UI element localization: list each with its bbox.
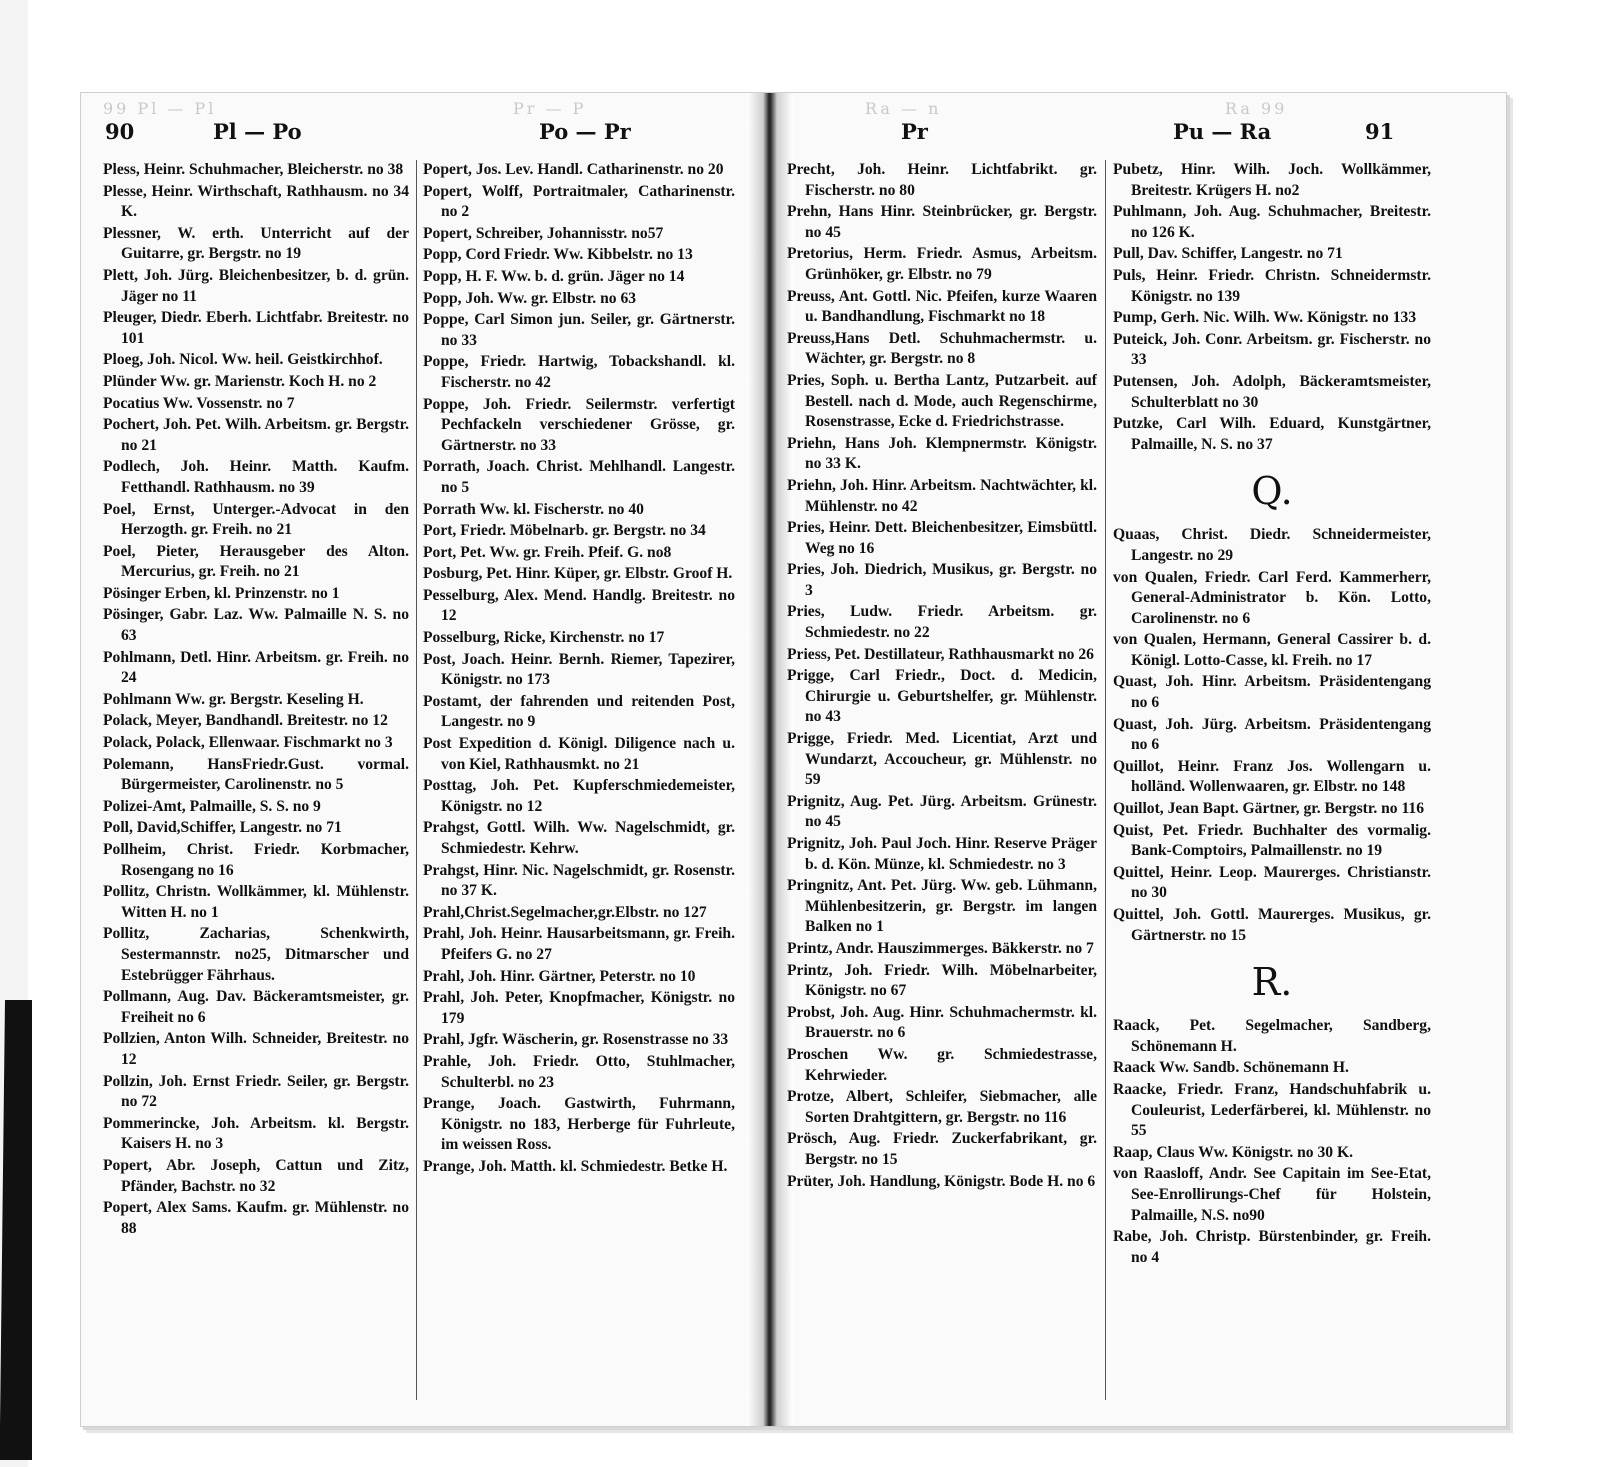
book-edge — [0, 0, 28, 1467]
directory-entry: Polack, Polack, Ellenwaar. Fischmarkt no 3 — [103, 734, 393, 752]
directory-entry: Prüter, Joh. Handlung, Königstr. Bode H. no 6 — [787, 1172, 1096, 1190]
directory-entry: Poppe, Friedr. Hartwig, Tobackshandl. kl. Fischerstr. no 42 — [423, 353, 735, 391]
directory-entry: Preuss,Hans Detl. Schuhmachermstr. u. Wächter, gr. Bergstr. no 8 — [787, 329, 1097, 368]
column-4-q — [1113, 525, 1431, 946]
directory-entry: Prahl,Christ.Segelmacher,gr.Elbstr. no 127 — [423, 903, 707, 921]
right-page-number: 91 — [1365, 119, 1395, 144]
directory-entry: Priehn, Joh. Hinr. Arbeitsm. Nachtwächter, kl. Mühlenstr. no 42 — [787, 476, 1097, 515]
directory-entry: Pull, Dav. Schiffer, Langestr. no 71 — [1113, 245, 1343, 263]
directory-entry: Popert, Abr. Joseph, Cattun und Zitz, Pfänder, Bachstr. no 32 — [103, 1156, 409, 1195]
directory-entry: Post, Joach. Heinr. Bernh. Riemer, Tapezirer, Königstr. no 173 — [423, 650, 735, 689]
left-ghost-header-2: Pr — P — [513, 99, 587, 118]
directory-entry: Polizei-Amt, Palmaille, S. S. no 9 — [103, 797, 321, 815]
directory-entry: Puteick, Joh. Conr. Arbeitsm. gr. Fischerstr. no 33 — [1113, 330, 1431, 369]
directory-entry: Pollzien, Anton Wilh. Schneider, Breitestr. no 12 — [103, 1030, 409, 1068]
directory-entry: Porrath, Joach. Christ. Mehlhandl. Langestr. no 5 — [423, 458, 735, 496]
directory-entry: Prahgst, Hinr. Nic. Nagelschmidt, gr. Rosenstr. no 37 K. — [423, 861, 735, 900]
directory-entry: Quillot, Jean Bapt. Gärtner, gr. Bergstr. no 116 — [1113, 800, 1425, 818]
left-page-number: 90 — [105, 119, 135, 144]
directory-entry: Pollzin, Joh. Ernst Friedr. Seiler, gr. Bergstr. no 72 — [103, 1072, 409, 1111]
directory-entry: Puls, Heinr. Friedr. Christn. Schneidermstr. Königstr. no 139 — [1113, 266, 1431, 305]
open-book — [80, 92, 1507, 1427]
column-4-r — [1113, 1016, 1431, 1268]
column-2 — [423, 160, 735, 1420]
directory-entry: Posburg, Pet. Hinr. Küper, gr. Elbstr. Groof H. — [423, 565, 733, 583]
column-3 — [787, 160, 1097, 1420]
directory-entry: Probst, Joh. Aug. Hinr. Schuhmachermstr. kl. Brauerstr. no 6 — [787, 1003, 1097, 1042]
directory-entry: Prahgst, Gottl. Wilh. Ww. Nagelschmidt, gr. Schmiedestr. Kehrw. — [423, 819, 735, 857]
directory-entry: Pollitz, Christn. Wollkämmer, kl. Mühlenstr. Witten H. no 1 — [103, 883, 409, 921]
directory-entry: Protze, Albert, Schleifer, Siebmacher, alle Sorten Drahtgittern, gr. Bergstr. no 116 — [787, 1088, 1097, 1126]
directory-entry: Prehn, Hans Hinr. Steinbrücker, gr. Bergstr. no 45 — [787, 203, 1097, 241]
column-4-pre — [1113, 160, 1431, 455]
directory-entry: Porrath Ww. kl. Fischerstr. no 40 — [423, 500, 644, 518]
directory-entry: Prahl, Joh. Peter, Knopfmacher, Königstr. no 179 — [423, 989, 735, 1027]
directory-entry: Pries, Joh. Diedrich, Musikus, gr. Bergstr. no 3 — [787, 561, 1097, 599]
directory-entry: Raack, Pet. Segelmacher, Sandberg, Schönemann H. — [1113, 1017, 1431, 1055]
directory-entry: Polack, Meyer, Bandhandl. Breitestr. no 12 — [103, 712, 388, 730]
directory-entry: Popp, Joh. Ww. gr. Elbstr. no 63 — [423, 289, 637, 307]
directory-entry: Pries, Soph. u. Bertha Lantz, Putzarbeit. auf Bestell. nach d. Mode, auch Regenschirme, Rosenstrasse, Ecke d. Friedrichstrasse. — [787, 371, 1097, 431]
directory-entry: Poll, David,Schiffer, Langestr. no 71 — [103, 819, 342, 837]
directory-entry: Plünder Ww. gr. Marienstr. Koch H. no 2 — [103, 372, 377, 390]
directory-entry: Prignitz, Joh. Paul Joch. Hinr. Reserve Präger b. d. Kön. Münze, kl. Schmiedestr. no 3 — [787, 835, 1097, 873]
left-header-a: Pl — Po — [213, 119, 302, 144]
directory-entry: Pocatius Ww. Vossenstr. no 7 — [103, 394, 295, 412]
directory-entry: Popp, Cord Friedr. Ww. Kibbelstr. no 13 — [423, 246, 693, 264]
directory-entry: Putzke, Carl Wilh. Eduard, Kunstgärtner, Palmaille, N. S. no 37 — [1113, 415, 1431, 453]
directory-entry: Preuss, Ant. Gottl. Nic. Pfeifen, kurze Waaren u. Bandhandlung, Fischmarkt no 18 — [787, 287, 1097, 326]
directory-entry: Podlech, Joh. Heinr. Matth. Kaufm. Fetthandl. Rathhausm. no 39 — [103, 458, 409, 496]
directory-entry: Pollmann, Aug. Dav. Bäckeramtsmeister, gr. Freiheit no 6 — [103, 988, 409, 1026]
directory-entry: Prahl, Joh. Hinr. Gärtner, Peterstr. no 10 — [423, 967, 696, 985]
directory-entry: Pohlmann Ww. gr. Bergstr. Keseling H. — [103, 690, 364, 708]
directory-entry: Quast, Joh. Hinr. Arbeitsm. Präsidentengang no 6 — [1113, 673, 1431, 712]
directory-entry: Printz, Andr. Hauszimmerges. Bäkkerstr. no 7 — [787, 939, 1094, 957]
directory-entry: Pless, Heinr. Schuhmacher, Bleicherstr. no 38 — [103, 161, 404, 178]
directory-entry: Port, Pet. Ww. gr. Freih. Pfeif. G. no8 — [423, 543, 672, 561]
directory-entry: Quast, Joh. Jürg. Arbeitsm. Präsidentengang no 6 — [1113, 715, 1431, 754]
directory-entry: Pollheim, Christ. Friedr. Korbmacher, Rosengang no 16 — [103, 841, 409, 879]
directory-entry: Prange, Joach. Gastwirth, Fuhrmann, Königstr. no 183, Herberge für Fuhrleute, im weissen Ross. — [423, 1095, 735, 1154]
directory-entry: Rabe, Joh. Christp. Bürstenbinder, gr. Freih. no 4 — [1113, 1228, 1431, 1266]
directory-entry: Postamt, der fahrenden und reitenden Post, Langestr. no 9 — [423, 692, 735, 731]
right-header-b: Pu — Ra — [1173, 119, 1272, 144]
directory-entry: Pretorius, Herm. Friedr. Asmus, Arbeitsm. Grünhöker, gr. Elbstr. no 79 — [787, 245, 1097, 283]
directory-entry: Pries, Ludw. Friedr. Arbeitsm. gr. Schmiedestr. no 22 — [787, 603, 1097, 642]
right-header-a: Pr — [901, 119, 928, 144]
directory-entry: Raack Ww. Sandb. Schönemann H. — [1113, 1059, 1349, 1077]
directory-entry: Puhlmann, Joh. Aug. Schuhmacher, Breitestr. no 126 K. — [1113, 203, 1431, 241]
directory-entry: von Raasloff, Andr. See Capitain im See-Etat, See-Enrollirungs-Chef für Holstein, Palmaille, N.S. no90 — [1113, 1165, 1431, 1224]
section-letter-q: Q. — [1251, 469, 1293, 514]
directory-entry: Pohlmann, Detl. Hinr. Arbeitsm. gr. Freih. no 24 — [103, 648, 409, 687]
directory-entry: Prahle, Joh. Friedr. Otto, Stuhlmacher, Schulterbl. no 23 — [423, 1052, 735, 1091]
right-ghost-header-2: Ra 99 — [1225, 99, 1288, 118]
directory-entry: Pommerincke, Joh. Arbeitsm. kl. Bergstr. Kaisers H. no 3 — [103, 1114, 409, 1153]
directory-entry: Printz, Joh. Friedr. Wilh. Möbelnarbeiter, Königstr. no 67 — [787, 961, 1097, 1000]
directory-entry: Poel, Pieter, Herausgeber des Alton. Mercurius, gr. Freih. no 21 — [103, 542, 409, 581]
directory-entry: von Qualen, Hermann, General Cassirer b. d. Königl. Lotto-Casse, kl. Freih. no 17 — [1113, 631, 1431, 669]
directory-entry: Pollitz, Zacharias, Schenkwirth, Sestermannstr. no25, Ditmarscher und Estebrügger Fährhaus. — [103, 925, 409, 984]
right-page — [785, 93, 1440, 1426]
directory-entry: Prange, Joh. Matth. kl. Schmiedestr. Betke H. — [423, 1157, 728, 1175]
directory-entry: Port, Friedr. Möbelnarb. gr. Bergstr. no 34 — [423, 522, 706, 540]
directory-entry: Proschen Ww. gr. Schmiedestrasse, Kehrwieder. — [787, 1045, 1097, 1084]
directory-entry: Prahl, Jgfr. Wäscherin, gr. Rosenstrasse no 33 — [423, 1031, 729, 1049]
directory-entry: von Qualen, Friedr. Carl Ferd. Kammerherr, General-Administrator b. Kön. Lotto, Carolinenstr. no 6 — [1113, 568, 1431, 627]
edge-mark — [0, 1000, 32, 1460]
right-ghost-header: Ra — n — [865, 99, 942, 118]
directory-entry: Plesse, Heinr. Wirthschaft, Rathhausm. no 34 K. — [103, 182, 409, 221]
directory-entry: Popert, Wolff, Portraitmaler, Catharinenstr. no 2 — [423, 182, 735, 221]
directory-entry: Pubetz, Hinr. Wilh. Joch. Wollkämmer, Breitestr. Krügers H. no2 — [1113, 161, 1431, 199]
directory-entry: Quist, Pet. Friedr. Buchhalter des vormalig. Bank-Comptoirs, Palmaillenstr. no 19 — [1113, 821, 1431, 860]
directory-entry: Poel, Ernst, Unterger.-Advocat in den Herzogth. gr. Freih. no 21 — [103, 500, 409, 539]
directory-entry: Pump, Gerh. Nic. Wilh. Ww. Königstr. no 133 — [1113, 309, 1417, 327]
left-header-b: Po — Pr — [539, 119, 631, 144]
directory-entry: Prigge, Carl Friedr., Doct. d. Medicin, Chirurgie u. Geburtshelfer, gr. Mühlenstr. no 43 — [787, 667, 1097, 726]
section-letter-r: R. — [1251, 960, 1293, 1005]
directory-entry: Pleuger, Diedr. Eberh. Lichtfabr. Breitestr. no 101 — [103, 309, 409, 347]
column-divider — [416, 160, 417, 1400]
directory-entry: Posselburg, Ricke, Kirchenstr. no 17 — [423, 629, 665, 647]
column-4 — [1113, 160, 1431, 1420]
directory-entry: Plett, Joh. Jürg. Bleichenbesitzer, b. d. grün. Jäger no 11 — [103, 266, 409, 305]
directory-entry: Pries, Heinr. Dett. Bleichenbesitzer, Eimsbüttl. Weg no 16 — [787, 519, 1097, 557]
directory-entry: Precht, Joh. Heinr. Lichtfabrikt. gr. Fischerstr. no 80 — [787, 161, 1097, 199]
directory-entry: Poppe, Joh. Friedr. Seilermstr. verfertigt Pechfackeln verschiedener Grösse, gr. Gärtnerstr. no 33 — [423, 395, 735, 454]
directory-entry: Popert, Schreiber, Johannisstr. no57 — [423, 224, 664, 242]
directory-entry: Popert, Alex Sams. Kaufm. gr. Mühlenstr. no 88 — [103, 1199, 409, 1237]
column-1 — [103, 160, 409, 1420]
directory-entry: Prösch, Aug. Friedr. Zuckerfabrikant, gr. Bergstr. no 15 — [787, 1130, 1097, 1168]
directory-entry: Pringnitz, Ant. Pet. Jürg. Ww. geb. Lühmann, Mühlenbesitzerin, gr. Bergstr. im langen Balken no 1 — [787, 877, 1097, 936]
directory-entry: Popp, H. F. Ww. b. d. grün. Jäger no 14 — [423, 267, 685, 285]
directory-entry: Pösinger, Gabr. Laz. Ww. Palmaille N. S. no 63 — [103, 606, 409, 645]
directory-entry: Pesselburg, Alex. Mend. Handlg. Breitestr. no 12 — [423, 586, 735, 625]
directory-entry: Raap, Claus Ww. Königstr. no 30 K. — [1113, 1143, 1354, 1161]
directory-entry: Raacke, Friedr. Franz, Handschuhfabrik u. Couleurist, Lederfärberei, kl. Mühlenstr. no 55 — [1113, 1080, 1431, 1140]
directory-entry: Pochert, Joh. Pet. Wilh. Arbeitsm. gr. Bergstr. no 21 — [103, 416, 409, 454]
directory-entry: Quaas, Christ. Diedr. Schneidermeister, Langestr. no 29 — [1113, 526, 1431, 564]
directory-entry: Quittel, Joh. Gottl. Maurerges. Musikus, gr. Gärtnerstr. no 15 — [1113, 906, 1431, 944]
directory-entry: Pösinger Erben, kl. Prinzenstr. no 1 — [103, 584, 340, 602]
directory-entry: Priehn, Hans Joh. Klempnermstr. Königstr. no 33 K. — [787, 434, 1097, 473]
left-page — [93, 93, 753, 1426]
directory-entry: Posttag, Joh. Pet. Kupferschmiedemeister, Königstr. no 12 — [423, 777, 735, 815]
column-divider — [1105, 160, 1106, 1400]
directory-entry: Prahl, Joh. Heinr. Hausarbeitsmann, gr. Freih. Pfeifers G. no 27 — [423, 925, 735, 963]
directory-entry: Poppe, Carl Simon jun. Seiler, gr. Gärtnerstr. no 33 — [423, 311, 735, 349]
directory-entry: Ploeg, Joh. Nicol. Ww. heil. Geistkirchhof. — [103, 351, 383, 369]
directory-entry: Plessner, W. erth. Unterricht auf der Guitarre, gr. Bergstr. no 19 — [103, 224, 409, 263]
directory-entry: Polemann, HansFriedr.Gust. vormal. Bürgermeister, Carolinenstr. no 5 — [103, 755, 409, 794]
directory-entry: Popert, Jos. Lev. Handl. Catharinenstr. no 20 — [423, 161, 724, 178]
directory-entry: Prigge, Friedr. Med. Licentiat, Arzt und Wundarzt, Accoucheur, gr. Mühlenstr. no 59 — [787, 730, 1097, 789]
directory-entry: Quittel, Heinr. Leop. Maurerges. Christianstr. no 30 — [1113, 863, 1431, 902]
left-ghost-header: 99 Pl — Pl — [103, 99, 217, 118]
directory-entry: Prignitz, Aug. Pet. Jürg. Arbeitsm. Grünestr. no 45 — [787, 792, 1097, 831]
directory-entry: Quillot, Heinr. Franz Jos. Wollengarn u. holländ. Wollenwaaren, gr. Elbstr. no 148 — [1113, 757, 1431, 796]
directory-entry: Post Expedition d. Königl. Diligence nach u. von Kiel, Rathhausmkt. no 21 — [423, 735, 735, 773]
directory-entry: Putensen, Joh. Adolph, Bäckeramtsmeister, Schulterblatt no 30 — [1113, 372, 1431, 411]
directory-entry: Priess, Pet. Destillateur, Rathhausmarkt no 26 — [787, 645, 1094, 663]
